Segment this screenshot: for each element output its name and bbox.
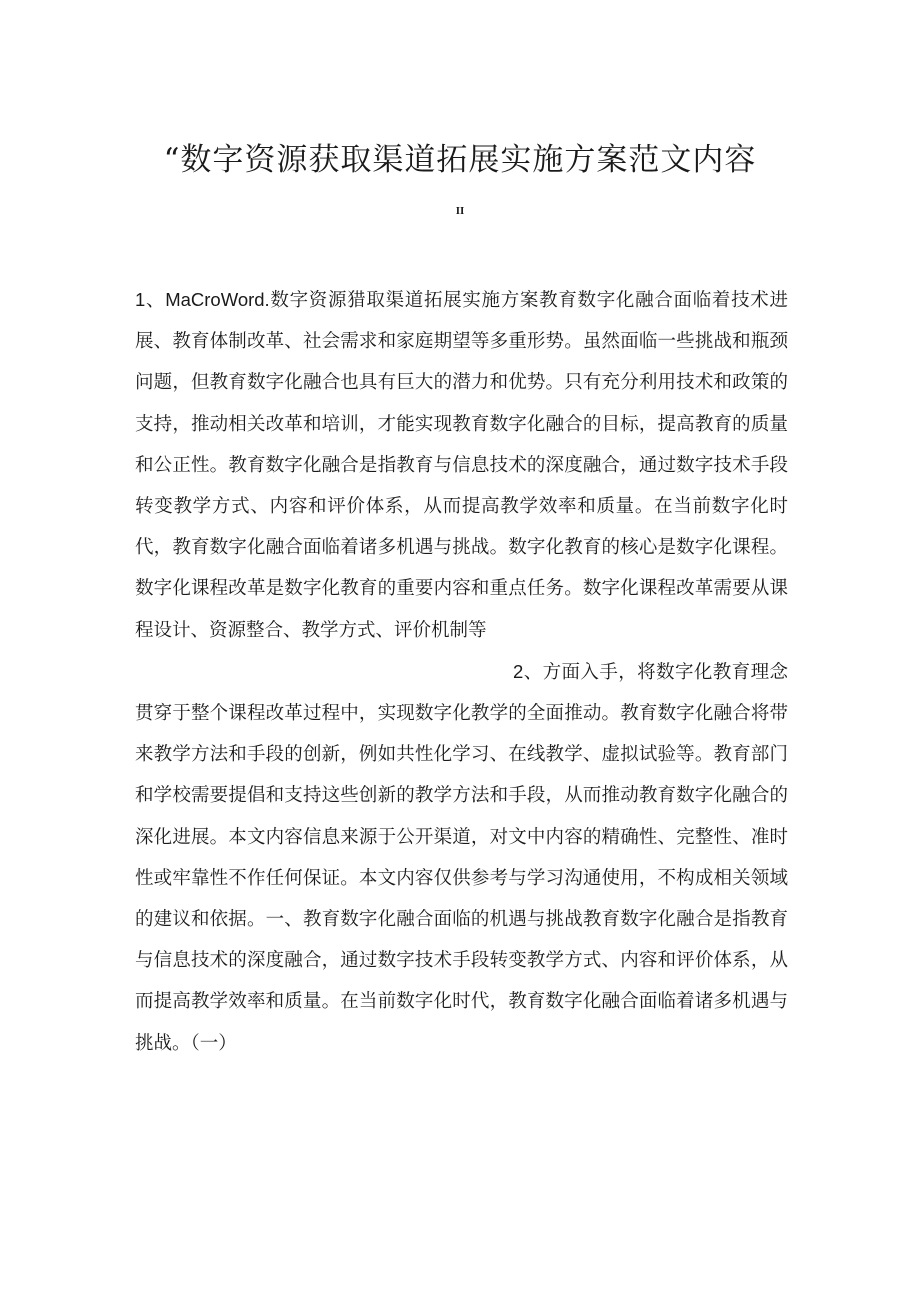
paragraph-1-lead: MaCroWord.	[165, 289, 270, 310]
paragraph-1-separator: 、	[145, 290, 166, 311]
paragraph-2-text: 方面入手，将数字化教育理念贯穿于整个课程改革过程中，实现数字化教学的全面推动。教育数字化融合将带来教学方法和手段的创新，例如共性化学习、在线教学、虚拟试验等。教育部门和学校需要提倡和支持这些创新的教学方法和手段，从而推动教育数字化融合的深化进展。本文内容信息来源于公开渠道，对文中内容的精确性、完整性、准时性或牢靠性不作任何保证。本文内容仅供参考与学习沟通使用，不构成相关领域的建议和依据。一、教育数字化融合面临的机遇与挑战教育数字化融合是指教育与信息技术的深度融合，通过数字技术手段转变教学方式、内容和评价体系，从而提高教学效率和质量。在当前数字化时代，教育数字化融合面临着诸多机遇与挑战。（一）	[135, 661, 788, 1054]
paragraph-1	[135, 279, 788, 651]
paragraph-1-text: 数字资源猎取渠道拓展实施方案教育数字化融合面临着技术进展、教育体制改革、社会需求和家庭期望等多重形势。虽然面临一些挑战和瓶颈问题，但教育数字化融合也具有巨大的潜力和优势。只有充分利用技术和政策的支持，推动相关改革和培训，才能实现教育数字化融合的目标，提高教育的质量和公正性。教育数字化融合是指教育与信息技术的深度融合，通过数字技术手段转变教学方式、内容和评价体系，从而提高教学效率和质量。在当前数字化时代，教育数字化融合面临着诸多机遇与挑战。数字化教育的核心是数字化课程。数字化课程改革是数字化教育的重要内容和重点任务。数字化课程改革需要从课程设计、资源整合、教学方式、评价机制等	[135, 290, 788, 641]
paragraph-2	[135, 651, 788, 1064]
document-title: “数字资源获取渠道拓展实施方案范文内容	[163, 142, 757, 178]
paragraph-2-number: 2	[513, 660, 524, 682]
title-continuation: II	[455, 205, 465, 217]
document-body	[135, 279, 788, 1064]
paragraph-2-separator: 、	[523, 661, 543, 683]
paragraph-1-number: 1	[135, 289, 146, 310]
